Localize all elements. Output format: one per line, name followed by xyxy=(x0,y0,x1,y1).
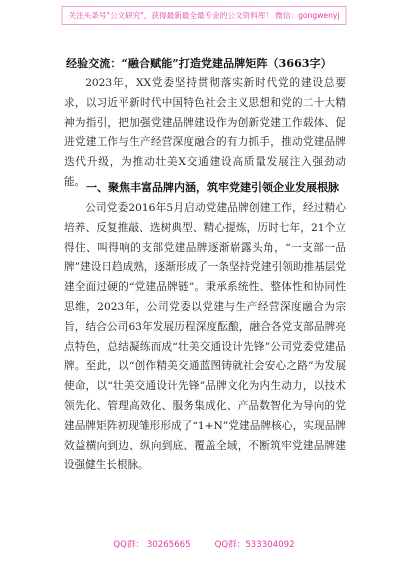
section-heading: 一、聚焦丰富品牌内涵，筑牢党建引领企业发展根脉 xyxy=(86,181,339,194)
document-title: 经验交流：“融合赋能”打造党建品牌矩阵（3663字） xyxy=(66,57,332,70)
footer-qq-group-1: QQ群： 30265665 xyxy=(113,540,191,550)
paragraph-intro: 2023年，XX党委坚持贯彻落实新时代党的建设总要求，以习近平新时代中国特色社会主义思想和党的二十大精神为指引，把加强党建品牌建设作为创新党建工作载体、促进党建工作与生产经营深度融合的有力抓手，推动党建品牌迭代升级，为推动壮美X交通建设高质量发展注入强劲动能。 xyxy=(64,77,346,188)
footer xyxy=(0,538,408,550)
paragraph-section-1: 公司党委2016年5月启动党建品牌创建工作，经过精心培养、反复推敲、选树典型、精心提炼，历时七年，21个立得住、叫得响的支部党建品牌逐渐崭露头角，“一支部一品牌”建设日趋成熟，逐渐形成了一条坚持党建引领助推基层党建全面过硬的“党建品牌链”。秉承系统性、整体性和协同性思维，2023年，公司党委以党建与生产经营深度融合为宗旨，结合公司63年发展历程深度酝酿，融合各党支部品牌亮点特色，总结凝练而成“壮美交通设计先锋”公司党委党建品牌。至此，以“创作精美交通蓝图铸就社会安心之路”为发展使命，以“壮美交通设计先锋”品牌文化为内生动力，以技术领先化、管理高效化、服务集成化、产品数智化为导向的党建品牌矩阵初现雏形形成了“1+N”党建品牌核心，实现品牌效益横向到边、纵向到底、覆盖全域，不断筑牢党建品牌建设强健生长根脉。 xyxy=(64,202,346,472)
banner-text: 关注头条号"公文研究"，获得最新最全最专业的公文资料库！ 微信：gongwenyj xyxy=(68,11,340,20)
footer-qq-group-2: QQ群：533304092 xyxy=(214,540,295,550)
top-banner xyxy=(61,6,346,25)
